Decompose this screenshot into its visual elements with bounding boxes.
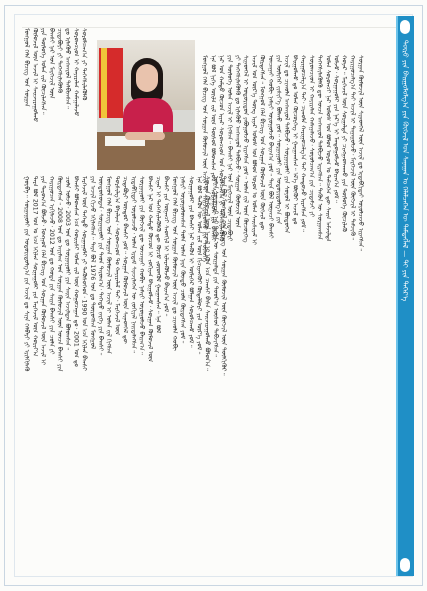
text-line: ᠣᠯᠵᠤ᠂ ᠰᠤᠷᠭᠠᠭᠤᠯᠢ ᠶᠢᠨ ᠨᠡᠷ᠎ᠡ ᠢ ᠮᠠᠨᠳᠤᠭᠤᠯᠵᠤ ᠪᠠᠢᠭ᠎ᠠ ᠶᠤᠮ᠃ — [332, 55, 340, 203]
text-line: ᠳᠡᠭᠡᠭᠰᠢᠯᠡᠭᠦᠯᠬᠦ ᠳᠦ ᠣᠨᠴᠠ ᠠᠩᠬᠠᠷᠤᠯ ᠲᠠᠯᠪᠢᠵᠤ ᠢᠷᠡᠭᠰᠡᠨ᠃ ᠲᠡᠭᠦᠨ ᠦ ᠰᠤᠷᠭᠠᠭᠰᠠᠨ — [316, 55, 324, 240]
text-line: ᠰᠤᠷᠤᠭᠴᠢᠳ ᠢ ᠬᠠᠶᠢᠷᠠᠯᠠᠨ ᠬᠠᠮᠠᠭᠠᠯᠠᠵᠤ᠂ ᠰᠤᠷᠤᠯᠴᠠᠭ᠎ᠠ ᠶᠢᠨ ᠴᠢᠳᠠᠮᠵᠢ ᠶᠢ — [307, 55, 315, 218]
title-ornament-bottom-icon — [398, 556, 412, 574]
text-line: ᠲᠡᠷᠡ ᠪᠣᠯ ᠮᠣᠩᠭᠣᠯ ᠬᠡᠯᠡ ᠪᠢᠴᠢᠭ ᠤᠨ ᠰᠤᠷᠭᠠᠨ ᠬᠦᠮᠦᠵᠢᠯ ᠦᠨ ᠬᠥᠭᠵᠢᠯ ᠦᠨ ᠲᠦᠯᠬᠢᠭᠦᠷ᠃ — [220, 176, 228, 376]
text-line: ᠰᠤᠷᠭᠠᠨ ᠬᠦᠮᠦᠵᠢᠯ ᠦᠨ ᠠᠵᠢᠯ ᠢ ᠡᠭᠦᠨ ᠡᠴᠡ ᠴᠠᠭᠰᠢ ᠪᠠᠰᠠ ᠰᠠᠢᠵᠢᠷᠠᠭᠤᠯᠬᠤ ᠪᠣᠯᠤᠨ᠎ᠠ᠃ — [203, 176, 211, 371]
text-line: ᠶᠢ ᠳᠡᠭᠡᠭᠰᠢᠯᠡᠭᠦᠯᠬᠦ ᠳᠤ ᠢᠯᠡᠭᠦᠦ ᠠᠩᠬᠠᠷᠤᠯ ᠲᠠᠯᠪᠢᠵᠤ᠂ ᠰᠤᠷᠭᠠᠨ ᠬᠦᠮᠦᠵᠢᠯ ᠦᠨ — [234, 55, 242, 228]
text-line: ᠬᠦᠮᠦᠵᠢᠯ ᠦᠨ ᠠᠵᠢᠯ ᠢ ᠰᠠᠢᠵᠢᠷᠠᠭᠤᠯᠬᠤ — [31, 28, 39, 123]
text-line: ᠮᠣᠩᠭᠣᠯ ᠬᠡᠯᠡ ᠪᠢᠴᠢᠭ ᠤᠨ ᠰᠤᠷᠭᠠᠨ ᠬᠦᠮᠦᠵᠢᠯ ᠦᠨ ᠠᠵᠢᠯ ᠳᠤ ᠴᠢᠬᠤᠯᠠ ᠬᠤᠪᠢ — [170, 176, 178, 352]
text-line: ᠪᠠᠭᠰᠢ ᠨᠠᠷ ᠤᠨ ᠬᠠᠮᠲᠤ ᠬᠦᠴᠦᠨ ᠢ ᠵᠣᠬᠢᠶᠠᠨ ᠪᠠᠢᠭᠤᠯᠵᠤ᠂ ᠰᠤᠷᠭᠠᠨ ᠬᠦᠮᠦᠵᠢᠯ ᠦᠨ — [146, 176, 154, 363]
text-line: ᠲᠡᠷᠡ ᠪᠣᠯ 2017 ᠣᠨ ᠤ ᠡᠴᠡ ᠡᠬᠢᠯᠡᠨ ᠰᠤᠷᠭᠠᠭᠤᠯᠢ ᠶᠢᠨ ᠮᠡᠷᠭᠡᠵᠢᠯ ᠦᠨ ᠬᠣᠷᠢᠶ᠎ᠠ — [31, 176, 39, 357]
text-line: ᠦᠨᠳᠦᠰᠦᠲᠡᠨ᠂ ᠰᠤᠷᠭᠠᠭᠤᠯᠢ ᠶᠢᠨ ᠳᠡᠳ ᠳᠠᠷᠤᠭ᠎ᠠ᠂ ᠳᠡᠭᠡᠳᠦ ᠵᠡᠷᠭᠡ ᠶᠢᠨ ᠪᠠᠭᠰᠢ᠃ — [97, 176, 105, 356]
text-line: ᠪᠠᠭᠰᠢ ᠨᠠᠷ ᠤᠨ ᠮᠡᠷᠭᠡᠵᠢᠯ ᠦᠨ — [47, 28, 55, 99]
text-line: ᠰᠤᠷᠤᠭᠴᠢᠳ ᠢ ᠬᠠᠶᠢᠷᠠᠯᠠᠨ ᠬᠠᠮᠠᠭᠠᠯᠠᠵᠤ — [72, 28, 80, 117]
text-line: ᠪᠠᠭᠰᠢ ᠶᠢᠨ ᠦᠨᠡᠨᠴᠢ ᠰᠡᠳᠬᠢᠯ ᠢ ᠢᠯᠡᠷᠡᠭᠦᠯᠵᠦ ᠪᠠᠢᠭ᠎ᠠ ᠶᠤᠮ᠃ — [162, 176, 170, 317]
text-line: ᠣᠯᠠᠨ ᠰᠤᠷᠤᠭᠴᠢ ᠨᠠᠷ ᠲᠡᠭᠦᠨ ᠦ ᠰᠤᠷᠭᠠᠯᠲᠠ ᠶᠢᠨ ᠳᠣᠣᠷ᠎ᠠ ᠥᠰᠦᠨ ᠳᠡᠪᠵᠢᠭᠰᠡᠨ᠃ — [211, 176, 219, 358]
text-line: ᠨᠡᠮᠡᠷᠢ ᠣᠷᠣᠭᠤᠯᠤᠭᠰᠠᠨ ᠲᠤᠯᠠ ᠣᠯᠠᠨ ᠨᠡᠷᠡ ᠬᠦᠨᠳᠦ ᠴᠣᠯᠠ ᠬᠦᠷᠲᠡᠭᠰᠡᠨ ᠶᠤᠮ᠃ — [179, 176, 187, 344]
body-text-upper-left — [22, 28, 92, 168]
text-line: ᠬᠣᠶᠠᠷ᠃ ᠮᠡᠷᠭᠡᠵᠢᠯ ᠦᠨ ᠰᠤᠷᠭᠠᠯᠲᠠ ᠶᠢ ᠴᠢᠩᠭᠠᠳᠬᠠᠬᠤ ᠶᠢᠨ ᠲᠥᠯᠥᠭᠡ ᠬᠦᠴᠢᠯᠡᠬᠦ — [340, 55, 348, 232]
text-line: ᠬᠠᠷᠢᠭᠤᠴᠠᠨ ᠡᠷᠬᠢᠯᠡᠵᠦ᠂ 2012 ᠣᠨ ᠳᠤ ᠬᠣᠲᠠ ᠶᠢᠨ ᠰᠠᠢᠨ ᠪᠠᠭᠰᠢ ᠶᠢᠨ ᠴᠣᠯᠠ ᠶᠢ — [47, 176, 55, 355]
vertical-title: ᠲᠥᠷᠥ ᠶᠢᠨ ᠪᠠᠢᠭᠤᠯᠤᠯᠭ᠎ᠠ ᠶᠢᠨ ᠬᠥᠭᠵᠢᠯ ᠤᠨ ᠰᠠᠨᠠᠭᠠᠨ ᠤ ᠬᠡᠯᠡᠯᠴᠡᠭᠡᠨ ᠦ ᠲᠡᠮᠳᠡᠭᠯᠡᠯ — ᠲᠢ ᠶᠢᠨ ᠳᠡᠭᠡᠷ᠎ᠡ — [401, 40, 409, 302]
text-line: ᠠᠵᠢᠯ ᠤᠨ ᠦᠷ᠎ᠡ ᠳᠦᠩ ᠢᠶᠡᠷ ᠤᠯᠤᠰ ᠤᠨ ᠪᠣᠯᠤᠨ ᠣᠷᠣᠨ ᠤ ᠣᠯᠠᠨ ᠰᠠᠢᠰᠢᠶᠠᠯ ᠢ — [250, 55, 258, 246]
text-line: ᠰᠤᠷᠭᠠᠭᠤᠯᠢ ᠶᠢᠨ ᠬᠥᠭᠵᠢᠯ ᠳᠦ ᠣᠨᠴᠠᠭᠠᠢ ᠬᠤᠪᠢ ᠨᠡᠮᠡᠷᠢ ᠣᠷᠣᠭᠤᠯᠵᠤ ᠪᠠᠢᠭ᠎ᠠ᠃ — [138, 176, 146, 355]
photo-flag-stripe — [101, 48, 107, 118]
text-line: ᠰᠤᠷᠤᠯᠴᠠᠭ᠎ᠠ ᠶᠢ ᠳᠡᠭᠡᠭᠰᠢᠯᠡᠭᠦᠯᠬᠦ — [80, 28, 88, 101]
text-line: ᠰᠢᠨᠡᠳᠬᠡᠯ ᠢ ᠤᠳᠤᠷᠢᠳᠤᠨ ᠶᠠᠪᠤᠭᠤᠯᠵᠤ ᠢᠷᠡᠭᠰᠡᠨ ᠶᠤᠮ᠃ ᠣᠯᠠᠨ ᠵᠢᠯ ᠦᠨ ᠬᠦᠴᠦᠷᠬᠡᠭ — [242, 55, 250, 243]
text-line: ᠬᠦᠷᠲᠡᠭᠰᠡᠨ᠃ ᠮᠣᠩᠭᠣᠯ ᠬᠡᠯᠡ ᠪᠢᠴᠢᠭ ᠤᠨ ᠰᠤᠷᠭᠠᠨ ᠬᠦᠮᠦᠵᠢᠯ ᠦᠨ ᠬᠥᠭᠵᠢᠯ ᠳᠦ — [258, 55, 266, 231]
text-line: ᠬᠠᠷᠢᠭᠤᠴᠠᠯᠭ᠎ᠠ ᠲᠠᠢ ᠠᠵᠢᠯ ᠢ ᠳᠠᠭᠠᠭᠤᠯᠵᠤ᠂ ᠮᠡᠷᠭᠡᠵᠢᠯ ᠦᠨ ᠬᠥᠭᠵᠢᠯ ᠢ ᠳᠡᠮᠵᠢᠬᠦ᠃ — [348, 55, 356, 241]
text-line: ᠶᠢᠨ ᠲᠥᠯᠥᠭᠡ ᠣᠯᠠᠨ ᠠᠵᠢᠯ ᠢ ᠬᠢᠭᠰᠡᠨ᠃ ᠪᠠᠭᠰᠢ ᠨᠠᠷ ᠤᠨ ᠮᠡᠷᠭᠡᠵᠢᠯ ᠦᠨ ᠴᠢᠳᠠᠪᠤᠷᠢ — [225, 55, 233, 242]
photo-face — [136, 64, 158, 92]
text-line: ᠡᠨᠡ ᠪᠣᠯ ᠲᠡᠭᠦᠨ ᠦ ᠣᠯᠠᠨ ᠵᠢᠯ ᠦᠨ ᠬᠢᠴᠢᠶᠡᠩᠭᠦᠢ ᠬᠥᠳᠡᠯᠮᠦᠷᠢ ᠶᠢᠨ ᠦᠷ᠎ᠡ ᠶᠤᠮ᠃ — [195, 176, 203, 355]
text-line: ᠮᠣᠩᠭᠣᠯ ᠬᠡᠯᠡ ᠪᠢᠴᠢᠭ ᠤᠨ ᠰᠤᠷᠭᠠᠨ ᠬᠦᠮᠦᠵᠢᠯ ᠦᠨ ᠠᠵᠢᠯ ᠢ ᠰᠠᠢᠵᠢᠷᠠᠭᠤᠯᠬᠤ ᠶᠢᠨ ᠲᠥᠯᠥᠭᠡ — [201, 55, 209, 263]
text-line: ᠣᠨᠴᠠᠭᠠᠢ ᠬᠤᠪᠢ ᠨᠡᠮᠡᠷᠢ ᠣᠷᠣᠭᠤᠯᠵᠤ ᠪᠠᠢᠭ᠎ᠠ ᠶᠤᠮ᠃ ᠲᠡᠷᠡ ᠪᠣᠯ ᠦᠨᠡᠨᠴᠢ ᠪᠠᠭᠰᠢ — [266, 55, 274, 239]
body-text-lower — [22, 176, 396, 569]
text-line: ᠡᠨᠡ ᠪᠣᠯ ᠨᠢᠭᠡ ᠦᠢᠯᠡ ᠵᠢᠯ ᠦᠨ ᠲᠦᠰᠦᠯ ᠪᠣᠯᠤᠭᠰᠠᠨ ᠶᠤᠮ᠃ ᠰᠤᠷᠭᠠᠭᠤᠯᠢ ᠶᠢᠨ ᠪᠠᠭᠰᠢ — [209, 55, 217, 242]
title-ornament-top-icon — [398, 18, 412, 36]
text-line: ᠰᠤᠷᠭᠠᠭᠤᠯᠢ ᠶᠢᠨ ᠪᠠᠭᠰᠢ ᠨᠠᠷ ᠲᠡᠭᠦᠨ ᠢ ᠦᠯᠢᠭᠡᠷ ᠪᠣᠯᠭᠠᠨ ᠰᠤᠷᠤᠯᠴᠠᠬᠤ ᠶᠤᠮ᠃ — [187, 176, 195, 348]
text-line: ᠬᠦᠷᠲᠡᠭᠰᠡᠨ᠃ 2008 ᠣᠨ ᠳᠤ ᠠᠶᠢᠮᠠᠭ ᠤᠨ ᠰᠤᠷᠭᠠᠨ ᠬᠦᠮᠦᠵᠢᠯ ᠦᠨ ᠣᠨᠴᠠ ᠪᠠᠭᠰᠢ ᠶᠢᠨ — [56, 176, 64, 372]
text-line: ᠭᠤᠷᠪᠠ᠃ ᠰᠤᠷᠭᠠᠭᠤᠯᠢ ᠶᠢᠨ ᠤᠳᠤᠷᠢᠳᠤᠯᠭ᠎ᠠ ᠶᠢᠨ ᠠᠵᠢᠯ ᠳᠤ ᠰᠢᠨᠡ ᠬᠡᠯᠪᠡᠷᠢ ᠶᠢ ᠡᠷᠢᠯᠬᠢᠯᠡᠬᠦ — [23, 176, 31, 372]
text-line: ᠴᠣᠯᠠ ᠣᠯᠵᠤ᠂ 2003 ᠣᠨ ᠳᠤ ᠰᠤᠷᠭᠠᠭᠤᠯᠢ ᠶᠢᠨ ᠰᠠᠢᠨ ᠠᠵᠢᠯᠲᠠᠨ ᠪᠣᠯᠤᠭᠰᠠᠨ᠃ — [64, 176, 72, 351]
text-line: ᠶᠢᠨ ᠳᠠᠷᠤᠭ᠎ᠠ ᠪᠣᠯᠵᠤ᠂ ᠮᠣᠩᠭᠣᠯ ᠬᠡᠯᠡ ᠪᠢᠴᠢᠭ ᠤᠨ ᠰᠤᠷᠭᠠᠨ ᠬᠦᠮᠦᠵᠢᠯ ᠦᠨ ᠠᠵᠢᠯ ᠢ — [39, 176, 47, 366]
text-line: ᠠᠵᠢᠯ ᠳᠤ ᠴᠢᠬᠤᠯᠠ ᠠᠩᠬᠠᠷᠤᠯ ᠲᠠᠯᠪᠢᠵᠤ᠂ ᠰᠤᠷᠭᠠᠭᠤᠯᠢ ᠶᠢᠨ ᠰᠣᠶᠣᠯ ᠢ ᠪᠦᠲᠦᠭᠡᠨ — [283, 55, 291, 234]
text-line: ᠴᠢᠳᠠᠪᠤᠷᠢ ᠥᠨᠳᠥᠷ ᠪᠠᠭᠰᠢ ᠶᠤᠮ᠃ ᠰᠤᠷᠭᠠᠨ ᠬᠦᠮᠦᠵᠢᠯ ᠦᠨ ᠰᠢᠨᠡᠳᠬᠡᠯ ᠳᠦ — [121, 176, 129, 344]
text-line: ᠮᠣᠩᠭᠣᠯ ᠬᠡᠯᠡ ᠪᠢᠴᠢᠭ ᠤᠨ ᠰᠤᠷᠭᠠᠨ — [23, 28, 31, 107]
text-line: ᠢᠳᠡᠪᠬᠢᠲᠡᠢ ᠣᠷᠣᠯᠴᠠᠵᠤ᠂ ᠣᠯᠠᠨ ᠡᠷᠳᠡᠮ ᠰᠢᠨᠵᠢᠯᠡᠭᠡᠨ ᠦ ᠵᠣᠬᠢᠶᠠᠯ ᠨᠡᠢᠲᠡᠯᠡᠭᠰᠡᠨ᠃ — [129, 176, 137, 354]
text-line: ᠶᠢᠨ ᠦᠯᠢᠭᠡᠷ ᠵᠢᠱᠢᠶ᠎ᠡ ᠪᠣᠯᠬᠤ ᠶᠤᠮ᠃ ᠰᠤᠷᠭᠠᠭᠤᠯᠢ ᠶᠢᠨ ᠤᠳᠤᠷᠢᠳᠤᠯᠭ᠎ᠠ ᠶᠢᠨ — [275, 55, 283, 225]
portrait-photo — [97, 40, 195, 170]
text-line: ᠳᠤ ᠢᠯᠡᠭᠦᠦ ᠠᠩᠬᠠᠷᠤᠯ ᠲᠠᠯᠪᠢᠭᠰᠠᠨ᠃ — [64, 28, 72, 109]
text-line: ᠲᠤᠷᠰᠢᠯᠭ᠎ᠠ ᠪᠠᠶᠠᠯᠢᠭ᠂ ᠰᠤᠷᠤᠭᠴᠢᠳ ᠲᠤ ᠬᠠᠶᠢᠷᠠᠯᠠᠯ ᠲᠠᠢ᠂ ᠮᠡᠷᠭᠡᠵᠢᠯ ᠦᠨ — [113, 176, 121, 336]
text-line: ᠶᠢᠨ ᠠᠵᠢᠯ ᠬᠢᠵᠦ ᠡᠬᠢᠯᠡᠭᠰᠡᠨ᠃ ᠲᠡᠷᠡ ᠪᠣᠯ 1976 ᠣᠨ ᠳᠤ ᠲᠥᠷᠥᠭᠰᠡᠨ ᠮᠣᠩᠭᠣᠯ — [88, 176, 96, 350]
text-line: ᠬᠠᠷᠢᠭᠤᠴᠠᠯᠭ᠎ᠠ ᠲᠠᠢ᠂ ᠴᠢᠬᠤᠯᠠ ᠬᠠᠷᠢᠭᠤᠴᠠᠯᠭ᠎ᠠ ᠲᠠᠢ ᠬᠠᠨᠳᠤᠵᠤ ᠢᠷᠡᠭᠰᠡᠨ ᠶᠤᠮ᠃ — [299, 55, 307, 232]
text-line: ᠮᠣᠩᠭᠣᠯ ᠬᠡᠯᠡ ᠪᠢᠴᠢᠭ ᠤᠨ ᠰᠤᠷᠭᠠᠨ ᠬᠦᠮᠦᠵᠢᠯ ᠦᠨ ᠠᠵᠢᠯ ᠢ ᠣᠯᠠᠨ ᠵᠢᠯ ᠬᠢᠭᠰᠡᠨ — [105, 176, 113, 354]
text-line: ᠶᠢᠨ ᠲᠥᠯᠥᠭᠡ ᠣᠯᠠᠨ ᠵᠢᠯ ᠬᠦᠴᠢᠯᠡᠭᠰᠡᠨ᠃ — [39, 28, 47, 115]
text-line: ᠰᠤᠷᠭᠠᠨ ᠬᠦᠮᠦᠵᠢᠯ ᠦᠨ ᠰᠢᠨᠡᠳᠬᠡᠯ ᠦᠨ ᠠᠵᠢᠯ ᠳᠤ ᠢᠳᠡᠪᠬᠢᠲᠡᠢ ᠣᠷᠣᠯᠴᠠᠵᠤ ᠢᠷᠡᠭᠰᠡᠨ᠃ — [357, 55, 365, 252]
photo-hands — [125, 132, 165, 140]
text-line: ᠴᠢᠳᠠᠪᠤᠷᠢ ᠶᠢ ᠳᠡᠭᠡᠭᠰᠢᠯᠡᠭᠦᠯᠬᠦ — [56, 28, 64, 94]
text-line: ᠣᠯᠠᠨ ᠰᠤᠷᠤᠭᠴᠢ ᠨᠠᠷ ᠤᠯᠤᠰ ᠤᠨ ᠪᠣᠯᠤᠨ ᠣᠷᠣᠨ ᠤ ᠲᠡᠮᠴᠡᠭᠡᠨ ᠳᠦ ᠰᠠᠢᠨ ᠠᠮᠵᠢᠯᠲᠠ — [324, 55, 332, 242]
text-line: ᠨᠠᠷ ᠤᠨ ᠬᠠᠮᠲᠤ ᠬᠦᠴᠦᠨ ᠢᠶᠡᠷ ᠰᠤᠷᠤᠭᠴᠢᠳ ᠤᠨ ᠰᠤᠷᠤᠯᠴᠠᠭ᠎ᠠ ᠶᠢ ᠳᠡᠭᠡᠭᠰᠢᠯᠡᠭᠦᠯᠬᠦ — [217, 55, 225, 242]
text-line: ᠪᠠᠭᠰᠢ ᠪᠣᠯᠤᠭᠰᠠᠨ ᠡᠴᠡ ᠬᠤᠢᠢᠰᠢ ᠣᠯᠠᠨ ᠵᠢᠯ ᠦᠨ ᠬᠤᠭᠤᠴᠠᠭᠠᠨ ᠳᠤ᠂ 2001 ᠣᠨ ᠳᠤ — [72, 176, 80, 367]
text-line: ᠴᠢᠨᠠᠷ ᠢ ᠳᠡᠭᠡᠭᠰᠢᠯᠡᠭᠦᠯᠬᠦ ᠳᠦ ᠬᠦᠴᠦ ᠵᠦᠳᠭᠦᠯ ᠭᠠᠷᠭᠠᠭᠰᠠᠨ᠃ ᠡᠨᠡ ᠪᠣᠯ — [154, 176, 162, 334]
text-line: ᠪᠠᠢᠭᠤᠯᠬᠤ ᠳᠤ ᠣᠯᠠᠨ ᠬᠦᠴᠦᠷᠬᠡᠭ ᠢ ᠭᠠᠷᠭᠠᠭᠰᠠᠨ᠃ ᠡᠯ᠎ᠡ ᠪᠦᠬᠦᠢ ᠠᠵᠢᠯ ᠳᠤ — [291, 55, 299, 225]
text-line: ᠮᠡᠷᠭᠡᠵᠢᠯ ᠦᠨ ᠳᠡᠭᠡᠳᠦ ᠰᠤᠷᠭᠠᠭᠤᠯᠢ ᠶᠢ ᠲᠡᠭᠦᠰᠦᠭᠡᠳ᠂ 1990 ᠣᠨ ᠡᠴᠡ ᠡᠬᠢᠯᠡᠨ ᠪᠠᠭᠰᠢ — [80, 176, 88, 371]
